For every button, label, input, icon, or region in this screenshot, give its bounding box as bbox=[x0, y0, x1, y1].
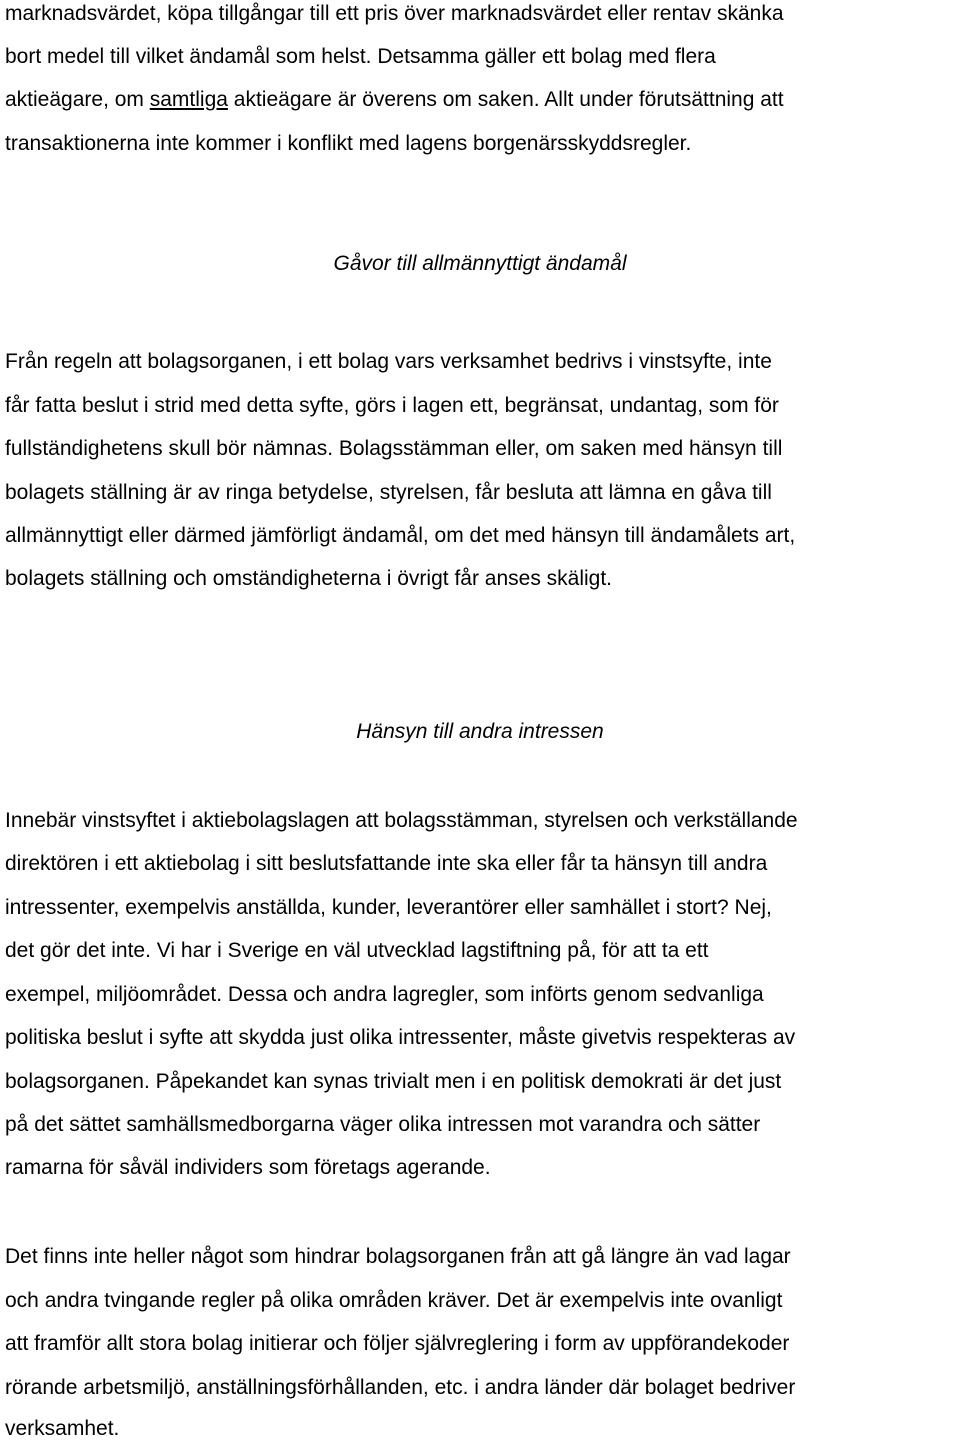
intro-line-3 bbox=[5, 88, 784, 112]
section2-p1-line-6: politiska beslut i syfte att skydda just olika intressenter, måste givetvis respekteras av bbox=[5, 1026, 796, 1049]
intro-line-2: bort medel till vilket ändamål som helst. Detsamma gäller ett bolag med flera bbox=[5, 45, 716, 68]
section1-line-4: bolagets ställning är av ringa betydelse, styrelsen, får besluta att lämna en gåva till bbox=[5, 481, 772, 504]
intro-line-3-underlined: samtliga bbox=[149, 88, 228, 111]
section2-p1-line-4: det gör det inte. Vi har i Sverige en väl utvecklad lagstiftning på, för att ta ett bbox=[5, 939, 709, 962]
section2-p1-line-7: bolagsorganen. Påpekandet kan synas trivialt men i en politisk demokrati är det just bbox=[5, 1070, 782, 1093]
intro-line-4: transaktionerna inte kommer i konflikt med lagens borgenärsskyddsregler. bbox=[5, 132, 692, 155]
section-heading-other-interests: Hänsyn till andra intressen bbox=[356, 720, 604, 743]
section2-p2-line-3: att framför allt stora bolag initierar och följer självreglering i form av uppförandekoder bbox=[5, 1332, 790, 1355]
section2-p2-line-2: och andra tvingande regler på olika områden kräver. Det är exempelvis inte ovanligt bbox=[5, 1289, 783, 1312]
section2-p1-line-9: ramarna för såväl individers som företags agerande. bbox=[5, 1156, 491, 1179]
section2-p1-line-8: på det sättet samhällsmedborgarna väger olika intressen mot varandra och sätter bbox=[5, 1113, 761, 1136]
intro-line-3-before: aktieägare, om bbox=[5, 88, 150, 111]
section1-line-3: fullständighetens skull bör nämnas. Bolagsstämman eller, om saken med hänsyn till bbox=[5, 437, 783, 460]
section2-p1-line-2: direktören i ett aktiebolag i sitt beslutsfattande inte ska eller får ta hänsyn till andra bbox=[5, 852, 768, 875]
intro-line-3-after: aktieägare är överens om saken. Allt under förutsättning att bbox=[227, 88, 784, 111]
section1-line-5: allmännyttigt eller därmed jämförligt ändamål, om det med hänsyn till ändamålets art, bbox=[5, 524, 796, 547]
section2-p2-line-5: verksamhet. bbox=[5, 1417, 120, 1440]
section1-line-1: Från regeln att bolagsorganen, i ett bolag vars verksamhet bedrivs i vinstsyfte, inte bbox=[5, 350, 772, 373]
section1-line-6: bolagets ställning och omständigheterna i övrigt får anses skäligt. bbox=[5, 567, 613, 590]
section1-line-2: får fatta beslut i strid med detta syfte, görs i lagen ett, begränsat, undantag, som för bbox=[5, 394, 779, 417]
section2-p1-line-5: exempel, miljöområdet. Dessa och andra lagregler, som införts genom sedvanliga bbox=[5, 983, 764, 1006]
section2-p2-line-1: Det finns inte heller något som hindrar bolagsorganen från att gå längre än vad lagar bbox=[5, 1245, 791, 1268]
section-heading-gifts: Gåvor till allmännyttigt ändamål bbox=[333, 252, 627, 275]
intro-line-1: marknadsvärdet, köpa tillgångar till ett pris över marknadsvärdet eller rentav skänka bbox=[5, 2, 784, 25]
section2-p1-line-3: intressenter, exempelvis anställda, kunder, leverantörer eller samhället i stort? Nej, bbox=[5, 896, 772, 919]
section2-p1-line-1: Innebär vinstsyftet i aktiebolagslagen att bolagsstämman, styrelsen och verkställande bbox=[5, 809, 798, 832]
section2-p2-line-4: rörande arbetsmiljö, anställningsförhållanden, etc. i andra länder där bolaget bedriver bbox=[5, 1376, 796, 1399]
